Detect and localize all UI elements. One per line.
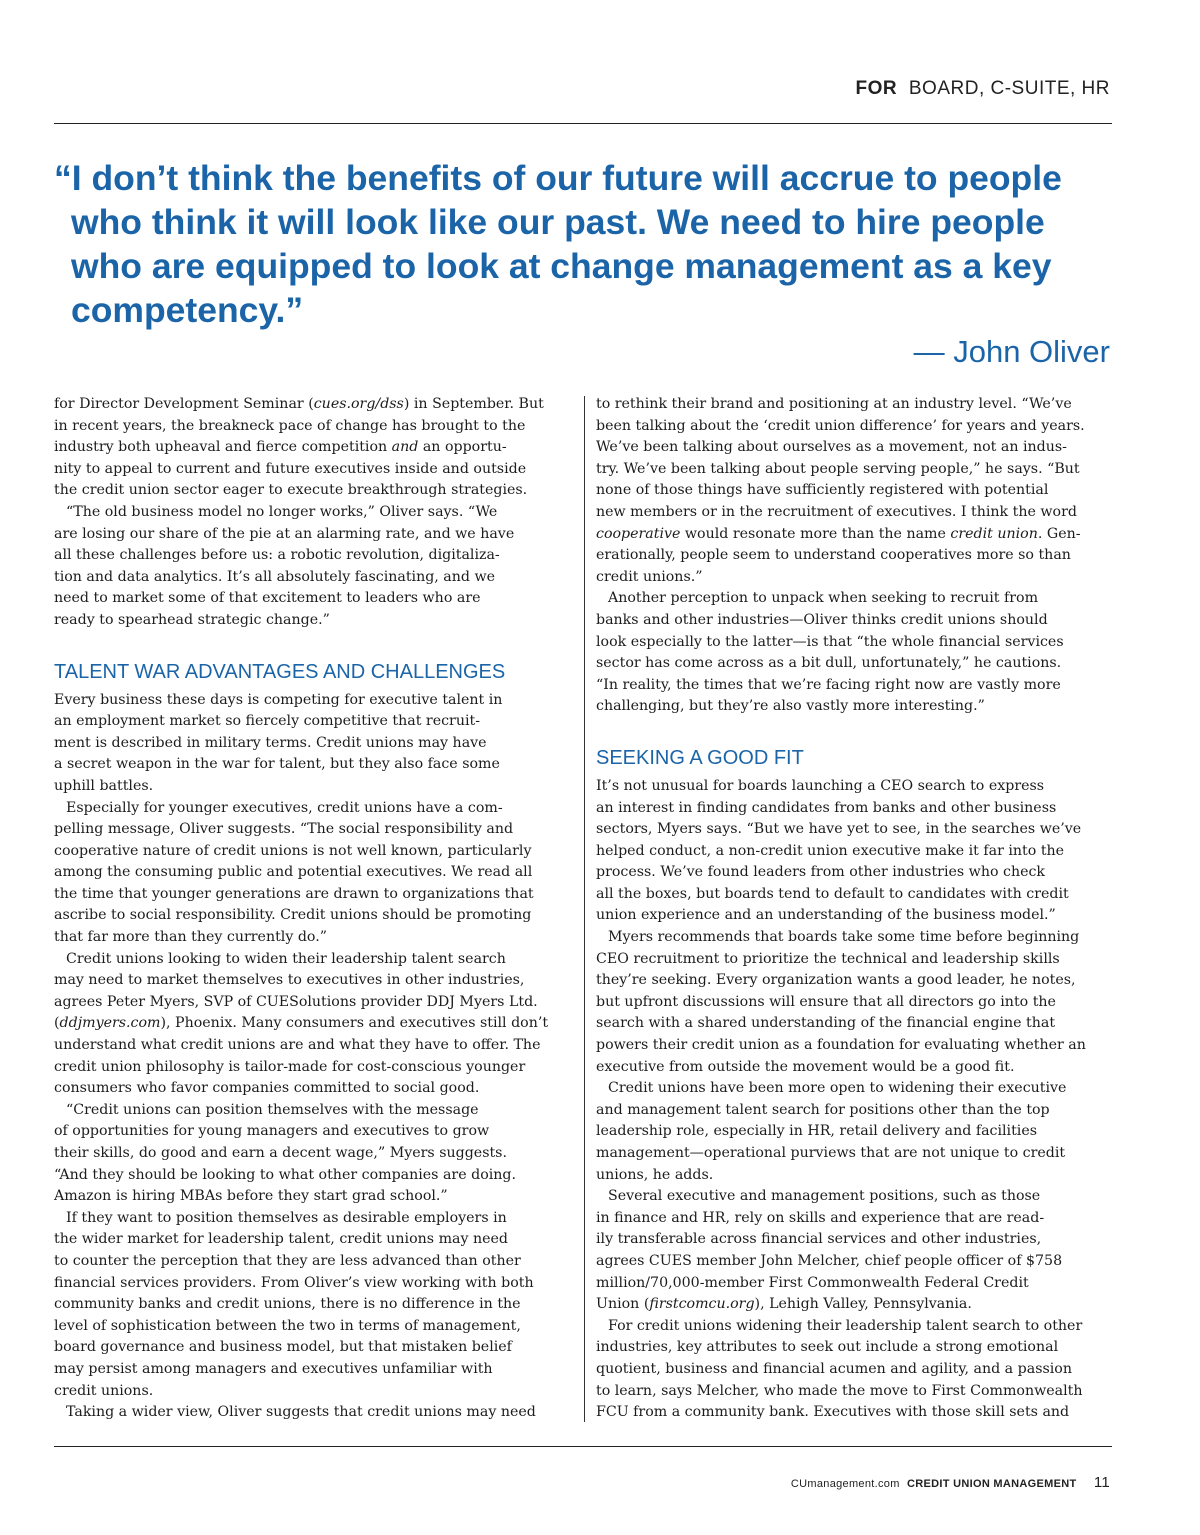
text-line: helped conduct, a non-credit union executive make it far into the: [596, 842, 1065, 859]
paragraph: [596, 776, 1116, 927]
text-line: (ddjmyers.com), Phoenix. Many consumers and executives still don’t: [54, 1015, 549, 1032]
text-line: It’s not unusual for boards launching a CEO search to express: [596, 777, 1045, 794]
pull-quote-line: who think it will look like our past. We need to hire people: [71, 202, 1045, 242]
text-line: FCU from a community bank. Executives with those skill sets and: [596, 1404, 1070, 1421]
text-line: an interest in finding candidates from banks and other business: [596, 799, 1057, 816]
paragraph: [54, 502, 574, 632]
section-header: [855, 78, 1110, 100]
footer-publication: CREDIT UNION MANAGEMENT: [907, 1478, 1077, 1490]
text-line: need to market some of that excitement to leaders who are: [54, 590, 481, 607]
pull-quote-line: who are equipped to look at change management as a key: [71, 246, 1052, 286]
paragraph: [596, 1078, 1116, 1186]
text-line: to rethink their brand and positioning at an industry level. “We’ve: [596, 396, 1072, 412]
paragraph: [596, 1316, 1116, 1424]
text-line: Several executive and management positions, such as those: [608, 1188, 1041, 1205]
text-line: For credit unions widening their leadership talent search to other: [608, 1317, 1083, 1334]
emphasis: credit union: [950, 525, 1038, 542]
paragraph: [54, 1402, 574, 1424]
text-line: uphill battles.: [54, 777, 154, 794]
text-line: they’re seeking. Every organization wants a good leader, he notes,: [596, 972, 1076, 989]
pull-quote-attribution: — John Oliver: [913, 334, 1110, 369]
text-line: search with a shared understanding of the financial engine that: [596, 1015, 1056, 1032]
text-line: Credit unions have been more open to widening their executive: [608, 1080, 1067, 1097]
text-line: ment is described in military terms. Credit unions may have: [54, 734, 487, 751]
text-line: their skills, do good and earn a decent wage,” Myers suggests.: [54, 1145, 507, 1161]
text-line: pelling message, Oliver suggests. “The social responsibility and: [54, 821, 514, 838]
top-rule: [54, 123, 1112, 124]
text-line: to learn, says Melcher, who made the move to First Commonwealth: [596, 1382, 1083, 1399]
text-line: board governance and business model, but that mistaken belief: [54, 1339, 512, 1356]
text-line: are losing our share of the pie at an alarming rate, and we have: [54, 525, 515, 542]
paragraph: [596, 588, 1116, 718]
text-line: credit unions.: [54, 1382, 154, 1399]
paragraph: [596, 394, 1116, 588]
text-line: “The old business model no longer works,” Oliver says. “We: [66, 503, 498, 520]
text-line: consumers who favor companies committed to social good.: [54, 1080, 480, 1097]
link-text: ddjmyers.com: [59, 1015, 161, 1032]
text-line: may persist among managers and executives unfamiliar with: [54, 1360, 493, 1377]
text-line: new members or in the recruitment of executives. I think the word: [596, 503, 1077, 520]
link-text: cues.org/dss: [313, 396, 404, 412]
text-line: challenging, but they’re also vastly more interesting.”: [596, 698, 985, 715]
text-line: the wider market for leadership talent, credit unions may need: [54, 1231, 509, 1248]
text-line: for Director Development Seminar (cues.org/dss) in September. But: [54, 396, 544, 412]
text-line: all the boxes, but boards tend to default to candidates with credit: [596, 885, 1069, 902]
text-line: leadership role, especially in HR, retail delivery and facilities: [596, 1123, 1037, 1140]
text-line: industry both upheaval and fierce competition and an opportu-: [54, 439, 507, 456]
text-line: may need to market themselves to executives in other industries,: [54, 972, 525, 989]
text-line: “Credit unions can position themselves with the message: [66, 1101, 479, 1118]
text-line: union experience and an understanding of the business model.”: [596, 907, 1056, 924]
text-line: process. We’ve found leaders from other industries who check: [596, 864, 1046, 881]
text-line: sectors, Myers says. “But we have yet to see, in the searches we’ve: [596, 821, 1082, 838]
text-line: Credit unions looking to widen their leadership talent search: [66, 950, 506, 967]
pull-quote: [54, 156, 1114, 332]
text-line: an employment market so fiercely competitive that recruit-: [54, 713, 481, 730]
text-line: been talking about the ‘credit union difference’ for years and years.: [596, 417, 1085, 434]
text-line: unions, he adds.: [596, 1166, 714, 1183]
page-footer: [791, 1474, 1110, 1491]
text-line: “And they should be looking to what other companies are doing.: [54, 1166, 517, 1183]
text-line: agrees Peter Myers, SVP of CUESolutions provider DDJ Myers Ltd.: [54, 993, 538, 1010]
text-line: sector has come across as a bit dull, unfortunately,” he cautions.: [596, 655, 1062, 672]
text-line: community banks and credit unions, there is no difference in the: [54, 1296, 521, 1313]
text-line: of opportunities for young managers and executives to grow: [54, 1123, 490, 1140]
footer-site: CUmanagement.com: [790, 1478, 900, 1490]
text-line: tion and data analytics. It’s all absolutely fascinating, and we: [54, 568, 496, 585]
text-line: If they want to position themselves as desirable employers in: [66, 1209, 507, 1226]
text-line: level of sophistication between the two in terms of management,: [54, 1317, 521, 1334]
text-line: to counter the perception that they are less advanced than other: [54, 1252, 521, 1269]
section-subhead: TALENT WAR ADVANTAGES AND CHALLENGES: [54, 660, 506, 683]
text-line: look especially to the latter—is that “the whole financial services: [596, 633, 1064, 650]
pull-quote-line: competency.”: [71, 290, 304, 330]
paragraph: [596, 1186, 1116, 1316]
text-line: but upfront discussions will ensure that all directors go into the: [596, 993, 1056, 1010]
text-line: Taking a wider view, Oliver suggests that credit unions may need: [66, 1404, 536, 1421]
text-line: agrees CUES member John Melcher, chief people officer of $758: [596, 1252, 1063, 1269]
text-line: executive from outside the movement would be a good fit.: [596, 1058, 1015, 1075]
text-line: nity to appeal to current and future executives inside and outside: [54, 460, 527, 477]
text-line: in recent years, the breakneck pace of change has brought to the: [54, 417, 526, 434]
left-column: [54, 394, 574, 1424]
text-line: and management talent search for positions other than the top: [596, 1101, 1050, 1118]
text-line: financial services providers. From Oliver’s view working with both: [54, 1274, 534, 1291]
text-line: industries, key attributes to seek out include a strong emotional: [596, 1339, 1059, 1356]
text-line: try. We’ve been talking about people serving people,” he says. “But: [596, 460, 1080, 477]
text-line: all these challenges before us: a robotic revolution, digitaliza-: [54, 547, 500, 564]
text-line: Especially for younger executives, credit unions have a com-: [66, 799, 503, 816]
text-line: a secret weapon in the war for talent, but they also face some: [54, 756, 500, 773]
text-line: ready to spearhead strategic change.”: [54, 611, 330, 628]
text-line: in finance and HR, rely on skills and experience that are read-: [596, 1209, 1045, 1226]
text-line: Another perception to unpack when seeking to recruit from: [608, 590, 1039, 607]
text-line: ily transferable across financial services and other industries,: [596, 1231, 1042, 1248]
paragraph: [596, 927, 1116, 1078]
paragraph: [54, 690, 574, 798]
text-line: Amazon is hiring MBAs before they start grad school.”: [54, 1188, 448, 1205]
text-line: the time that younger generations are drawn to organizations that: [54, 885, 534, 902]
header-for-label: FOR: [855, 78, 898, 99]
link-text: firstcomcu.org: [649, 1296, 755, 1313]
text-line: erationally, people seem to understand cooperatives more so than: [596, 547, 1071, 564]
header-audience: BOARD, C-SUITE, HR: [908, 78, 1110, 99]
text-line: powers their credit union as a foundation for evaluating whether an: [596, 1037, 1086, 1054]
text-line: “In reality, the times that we’re facing right now are vastly more: [596, 676, 1061, 693]
emphasis: and: [391, 439, 419, 456]
text-line: credit unions.”: [596, 568, 703, 585]
bottom-rule: [54, 1446, 1112, 1447]
paragraph: [54, 1100, 574, 1208]
text-line: We’ve been talking about ourselves as a movement, not an indus-: [596, 439, 1067, 456]
paragraph: [54, 394, 574, 502]
section-subhead: SEEKING A GOOD FIT: [596, 746, 804, 769]
text-line: Union (firstcomcu.org), Lehigh Valley, Pennsylvania.: [596, 1296, 972, 1313]
paragraph: [54, 949, 574, 1100]
text-line: understand what credit unions are and what they have to offer. The: [54, 1037, 541, 1054]
text-line: the credit union sector eager to execute breakthrough strategies.: [54, 482, 528, 499]
paragraph: [54, 798, 574, 949]
paragraph: [54, 1208, 574, 1402]
text-line: credit union philosophy is tailor-made for cost-conscious younger: [54, 1058, 526, 1075]
emphasis: cooperative: [596, 525, 681, 542]
text-line: none of those things have sufficiently registered with potential: [596, 482, 1049, 499]
text-line: among the consuming public and potential executives. We read all: [54, 864, 533, 881]
text-line: CEO recruitment to prioritize the technical and leadership skills: [596, 950, 1060, 967]
text-line: ascribe to social responsibility. Credit unions should be promoting: [54, 907, 532, 924]
text-line: cooperative would resonate more than the name credit union. Gen-: [596, 525, 1081, 542]
text-line: that far more than they currently do.”: [54, 929, 327, 946]
text-line: Every business these days is competing for executive talent in: [54, 691, 503, 708]
text-line: million/70,000-member First Commonwealth Federal Credit: [596, 1274, 1029, 1291]
right-column: [596, 394, 1116, 1424]
column-divider: [584, 396, 585, 1422]
text-line: quotient, business and financial acumen and agility, and a passion: [596, 1360, 1072, 1377]
page-number: 11: [1093, 1474, 1110, 1491]
text-line: cooperative nature of credit unions is not well known, particularly: [54, 842, 532, 859]
text-line: Myers recommends that boards take some time before beginning: [608, 929, 1080, 946]
text-line: banks and other industries—Oliver thinks credit unions should: [596, 611, 1048, 628]
text-line: management—operational purviews that are not unique to credit: [596, 1145, 1066, 1161]
pull-quote-line: “I don’t think the benefits of our future will accrue to people: [54, 158, 1062, 198]
